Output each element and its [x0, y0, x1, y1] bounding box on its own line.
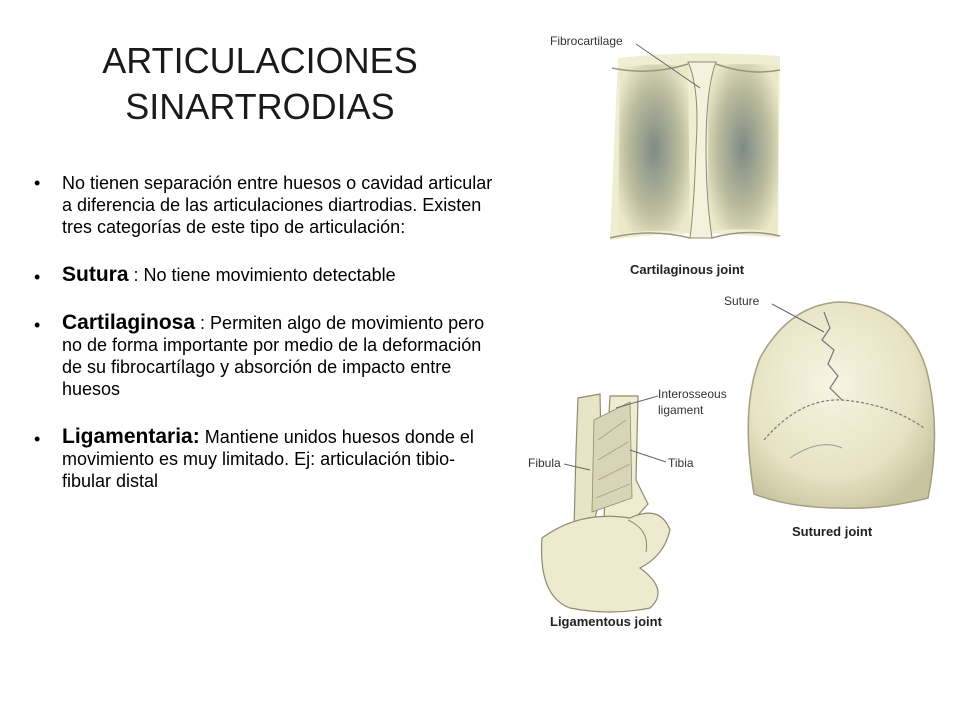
bullet-ligamentaria: [34, 426, 504, 492]
bullet-sutura: [34, 264, 504, 286]
cartilaginous-joint-caption: Cartilaginous joint: [630, 262, 745, 277]
bullet-cartilaginosa-text: : Permiten algo de movimiento pero no de forma importante por medio de la deformación de su fibrocartílago y absorción de impacto entre huesos: [62, 313, 485, 399]
ligamentous-joint-caption: Ligamentous joint: [550, 614, 662, 629]
term-ligamentaria: Ligamentaria:: [62, 425, 200, 448]
interosseous-ligament-label: Interosseous ligament: [658, 387, 727, 417]
fibula-label: Fibula: [528, 456, 561, 470]
cartilaginous-joint-figure: [540, 28, 800, 288]
skull-illustration: [720, 288, 950, 548]
fibrocartilage-label: Fibrocartilage: [550, 34, 623, 48]
slide-title: [70, 38, 450, 130]
sutured-joint-figure: [720, 288, 950, 548]
sutured-joint-caption: Sutured joint: [792, 524, 873, 539]
bullet-intro: [34, 172, 504, 238]
title-line-2: SINARTRODIAS: [125, 86, 395, 127]
term-cartilaginosa: Cartilaginosa: [62, 311, 196, 334]
bullet-ligamentaria-text: Mantiene unidos huesos donde el movimiento es muy limitado. Ej: articulación tibio-fibular distal: [62, 427, 474, 491]
bullet-intro-text: No tienen separación entre huesos o cavidad articular a diferencia de las articulaciones diartrodias. Existen tres categorías de este tipo de articulación:: [62, 173, 493, 237]
title-line-1: ARTICULACIONES: [102, 40, 418, 81]
bullet-sutura-text: : No tiene movimiento detectable: [128, 265, 396, 285]
suture-label: Suture: [724, 294, 760, 308]
tibia-label: Tibia: [668, 456, 694, 470]
term-sutura: Sutura: [62, 263, 129, 286]
bullet-list: [34, 172, 504, 518]
cartilaginous-joint-illustration: [540, 28, 800, 288]
ligamentous-joint-figure: [520, 380, 750, 630]
bullet-cartilaginosa: [34, 312, 504, 400]
